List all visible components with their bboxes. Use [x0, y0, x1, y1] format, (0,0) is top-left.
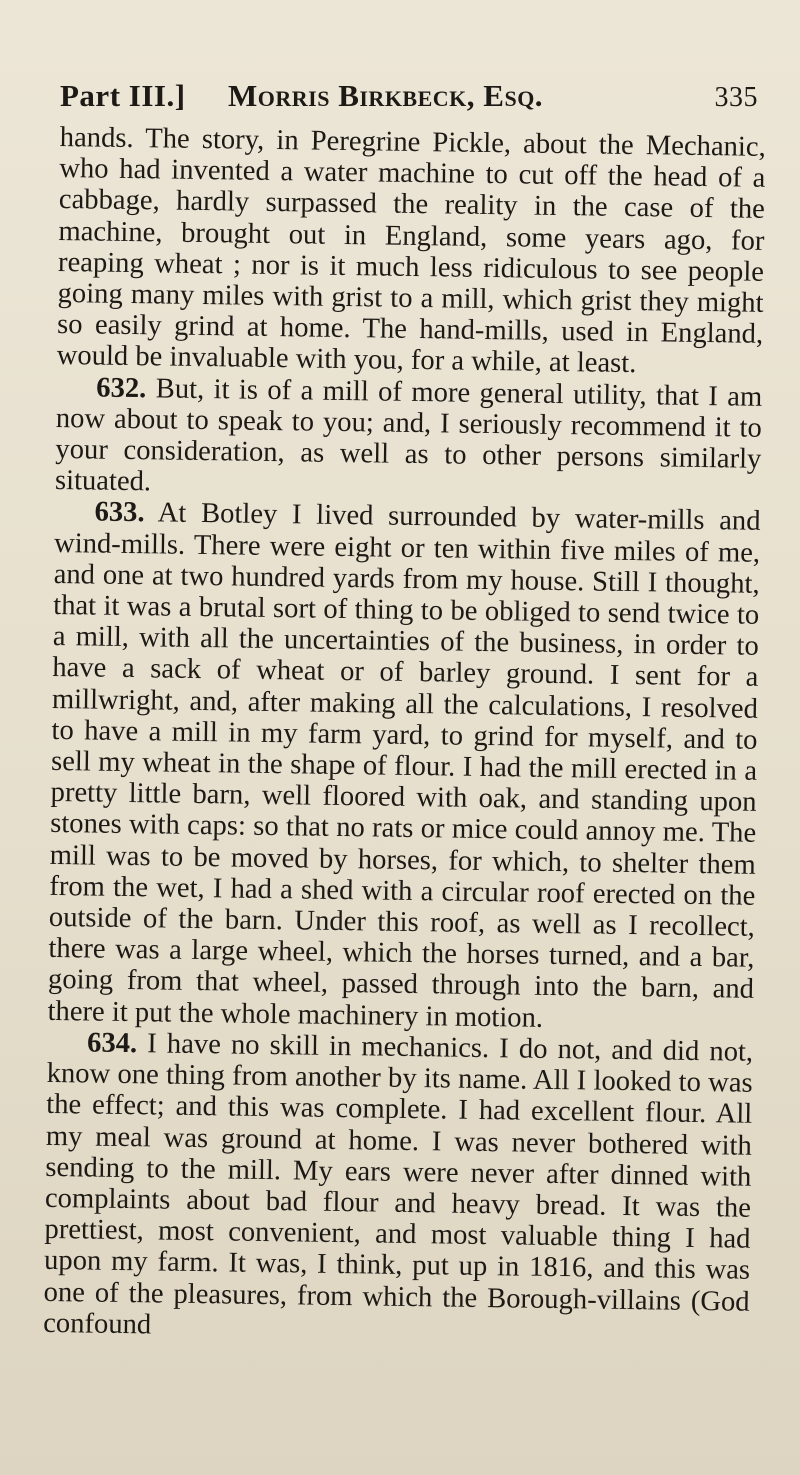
- paragraph-text: But, it is of a mill of more general utility, that I am now about to speak to you; and, I seriously recommend it to your consideration, as well as to other persons similarly situated.: [54, 372, 763, 498]
- paragraph-633: [47, 496, 760, 1036]
- paragraph-number: 633.: [94, 496, 145, 529]
- paragraph-number: 634.: [86, 1027, 138, 1060]
- paragraph-text: I have no skill in mechanics. I do not, and did not, know one thing from another by its name. All I looked to was the effect; and this was complete. I had excellent flour. All my meal was ground at home. I was never bothered with sending to the mill. My ears were never after dinned with complaints about bad flour and heavy bread. It was the prettiest, most convenient, and most valuable thing I had upon my farm. It was, I think, put up in 1816, and this was one of the pleasures, from which the Borough-villains (God confound: [43, 1028, 754, 1341]
- running-header: [60, 78, 766, 122]
- paragraph-continuation: [57, 122, 766, 381]
- page-number: 335: [714, 82, 758, 113]
- paragraph-text: hands. The story, in Peregrine Pickle, about the Mechanic, who had invented a water machine to cut off the head of a cabbage, hardly surpassed the reality in the case of the machine, brought out in England, some years ago, for reaping wheat ; nor is it much less ridiculous to see people going many miles with grist to a mill, which grist they might so easily grind at home. The hand-mills, used in England, would be invaluable with you, for a while, at least.: [56, 122, 766, 380]
- paragraph-634: [43, 1027, 753, 1349]
- paragraph-text: At Botley I lived surrounded by water-mills and wind-mills. There were eight or ten within five miles of me, and one at two hundred yards from my house. Still I thought, that it was a brutal sort of thing to be obliged to send twice to a mill, with all the uncertainties of the business, in order to have a sack of wheat or of barley ground. I sent for a millwright, and, after making all the calculations, I resolved to have a mill in my farm yard, to grind for myself, and to sell my wheat in the shape of flour. I had the mill erected in a pretty little barn, well floored with oak, and standing upon stones with caps: so that no rats or mice could annoy me. The mill was to be moved by horses, for which, to shelter them from the wet, I had a shed with a circular roof erected on the outside of the barn. Under this roof, as well as I recollect, there was a large wheel, which the horses turned, and a bar, going from that wheel, passed through into the barn, and there it put the whole machinery in motion.: [47, 497, 761, 1034]
- paragraph-632: [55, 372, 763, 507]
- body-text: [43, 122, 766, 1349]
- running-title: Morris Birkbeck, Esq.: [228, 78, 544, 113]
- part-label: Part III.]: [60, 78, 186, 113]
- paragraph-number: 632.: [96, 372, 147, 404]
